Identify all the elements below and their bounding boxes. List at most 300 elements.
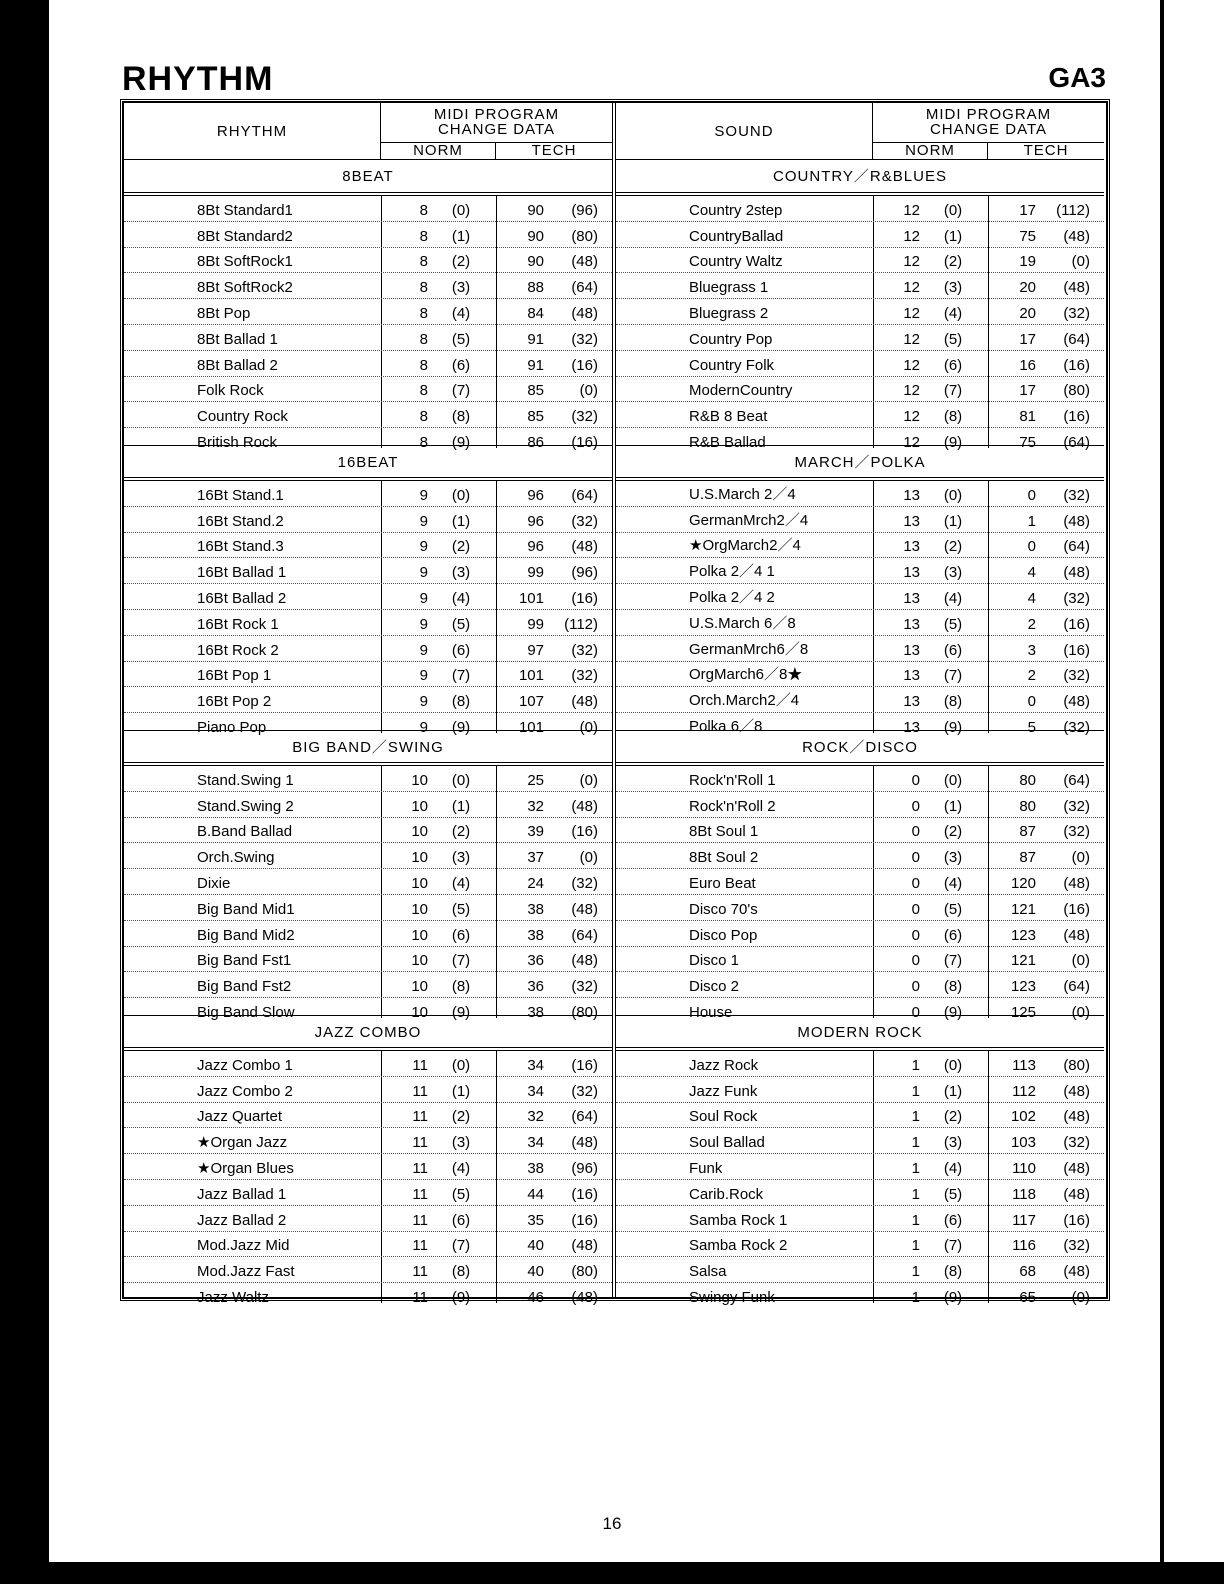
norm-bank: (6) <box>451 641 471 659</box>
tech-bank: (16) <box>1063 408 1090 426</box>
group-title: MARCH／POLKA <box>616 445 1104 478</box>
tech-bank: (64) <box>571 926 598 944</box>
norm-program: 10 <box>411 978 428 996</box>
norm-program: 9 <box>419 667 428 685</box>
table-row <box>124 662 612 688</box>
rhythm-name: 8Bt Soul 1 <box>689 823 759 841</box>
rhythm-name: Disco 2 <box>689 978 740 996</box>
table-row <box>124 325 612 351</box>
rhythm-name: 8Bt Ballad 2 <box>197 356 278 374</box>
tech-program: 96 <box>527 538 544 556</box>
norm-bank: (9) <box>451 433 471 451</box>
table-row <box>124 843 612 869</box>
tech-bank: (96) <box>571 564 598 582</box>
tech-program: 17 <box>1019 382 1036 400</box>
tech-bank: (16) <box>1063 615 1090 633</box>
norm-bank: (2) <box>451 538 471 556</box>
table-row <box>616 972 1104 998</box>
norm-bank: (0) <box>451 201 471 219</box>
table-row <box>124 792 612 818</box>
norm-bank: (6) <box>943 1211 963 1229</box>
table-row <box>616 299 1104 325</box>
table-row <box>616 222 1104 248</box>
norm-bank: (9) <box>943 718 963 736</box>
norm-program: 0 <box>911 771 920 789</box>
tech-bank: (32) <box>571 330 598 348</box>
norm-bank: (5) <box>943 615 963 633</box>
rhythm-name: U.S.March 2／4 <box>689 485 796 503</box>
norm-bank: (4) <box>943 1159 963 1177</box>
table-row <box>124 481 612 507</box>
table-row <box>124 947 612 973</box>
group-title: COUNTRY／R&BLUES <box>616 160 1104 193</box>
rhythm-name: 8Bt SoftRock1 <box>197 253 293 271</box>
table-row <box>124 1180 612 1206</box>
tech-bank: (80) <box>571 1263 598 1281</box>
norm-program: 8 <box>419 279 428 297</box>
tech-program: 117 <box>1012 1211 1036 1229</box>
tech-bank: (0) <box>579 382 598 400</box>
norm-program: 13 <box>903 564 920 582</box>
tech-program: 96 <box>527 486 544 504</box>
rhythm-name: Soul Rock <box>689 1108 758 1126</box>
tech-bank: (32) <box>1063 667 1090 685</box>
norm-program: 9 <box>419 641 428 659</box>
tech-bank: (32) <box>1063 589 1090 607</box>
tech-bank: (48) <box>1063 512 1090 530</box>
norm-bank: (7) <box>451 667 471 685</box>
table-header-left <box>124 103 612 160</box>
rhythm-name: 16Bt Stand.1 <box>197 486 284 504</box>
norm-program: 12 <box>903 330 920 348</box>
table-row <box>124 299 612 325</box>
rhythm-name: ★Organ Blues <box>197 1159 294 1177</box>
page-number: 16 <box>602 1514 622 1533</box>
rhythm-name: Stand.Swing 1 <box>197 771 294 789</box>
norm-program: 13 <box>903 512 920 530</box>
table-row <box>124 584 612 610</box>
tech-program: 40 <box>527 1263 544 1281</box>
norm-bank: (1) <box>451 797 471 815</box>
tech-bank: (32) <box>1063 304 1090 322</box>
table-row <box>616 1206 1104 1232</box>
tech-program: 20 <box>1019 304 1036 322</box>
tech-program: 32 <box>527 1108 544 1126</box>
tech-bank: (0) <box>579 771 598 789</box>
tech-program: 91 <box>527 330 544 348</box>
rhythm-name: Country Waltz <box>689 253 783 271</box>
tech-bank: (48) <box>1063 1185 1090 1203</box>
table-row <box>124 972 612 998</box>
tech-program: 110 <box>1012 1159 1036 1177</box>
rhythm-name: Jazz Combo 1 <box>197 1056 293 1074</box>
norm-program: 12 <box>903 356 920 374</box>
norm-bank: (3) <box>943 279 963 297</box>
norm-program: 0 <box>911 978 920 996</box>
tech-bank: (0) <box>1071 1003 1090 1021</box>
rhythm-name: Jazz Ballad 2 <box>197 1211 287 1229</box>
tech-bank: (48) <box>571 538 598 556</box>
page-title: RHYTHM <box>122 60 274 98</box>
rhythm-name: Rock'n'Roll 1 <box>689 771 776 789</box>
tech-program: 80 <box>1019 771 1036 789</box>
header-midi-line1: MIDI PROGRAM <box>925 106 1052 123</box>
rhythm-name: 16Bt Stand.2 <box>197 512 284 530</box>
norm-bank: (8) <box>451 693 471 711</box>
tech-bank: (48) <box>1063 227 1090 245</box>
table-row <box>616 1154 1104 1180</box>
tech-program: 1 <box>1027 512 1036 530</box>
rhythm-name: ★Organ Jazz <box>197 1134 288 1152</box>
norm-program: 8 <box>419 253 428 271</box>
tech-bank: (48) <box>571 952 598 970</box>
norm-bank: (3) <box>451 1134 471 1152</box>
tech-bank: (80) <box>1063 382 1090 400</box>
table-row <box>124 273 612 299</box>
table-row <box>616 792 1104 818</box>
tech-bank: (48) <box>571 1288 598 1306</box>
rhythm-name: 8Bt Ballad 1 <box>197 330 278 348</box>
norm-program: 10 <box>411 1003 428 1021</box>
norm-bank: (5) <box>943 330 963 348</box>
norm-program: 13 <box>903 486 920 504</box>
norm-program: 9 <box>419 538 428 556</box>
norm-program: 13 <box>903 693 920 711</box>
norm-bank: (1) <box>943 512 963 530</box>
norm-program: 10 <box>411 849 428 867</box>
tech-bank: (64) <box>1063 330 1090 348</box>
rhythm-name: 16Bt Ballad 2 <box>197 589 287 607</box>
table-row <box>124 507 612 533</box>
tech-bank: (32) <box>571 641 598 659</box>
rhythm-group <box>616 160 1104 451</box>
norm-bank: (8) <box>451 1263 471 1281</box>
norm-program: 1 <box>911 1056 920 1074</box>
tech-bank: (64) <box>1063 978 1090 996</box>
tech-program: 91 <box>527 356 544 374</box>
rhythm-name: U.S.March 6／8 <box>689 614 796 632</box>
table-row <box>616 196 1104 222</box>
norm-bank: (2) <box>943 253 963 271</box>
norm-bank: (3) <box>451 849 471 867</box>
table-row <box>616 1103 1104 1129</box>
norm-program: 8 <box>419 433 428 451</box>
norm-bank: (4) <box>943 304 963 322</box>
left-border-bar <box>0 0 49 1584</box>
group-title: ROCK／DISCO <box>616 730 1104 763</box>
rhythm-name: Country Pop <box>689 330 773 348</box>
tech-program: 40 <box>527 1237 544 1255</box>
group-rows <box>616 195 1104 451</box>
norm-bank: (2) <box>451 1108 471 1126</box>
rhythm-name: OrgMarch6／8★ <box>689 666 803 684</box>
norm-program: 1 <box>911 1263 920 1281</box>
rhythm-name: Samba Rock 1 <box>689 1211 788 1229</box>
tech-program: 120 <box>1010 874 1036 892</box>
norm-bank: (1) <box>451 512 471 530</box>
rhythm-name: Country Rock <box>197 408 288 426</box>
norm-bank: (1) <box>943 227 963 245</box>
tech-program: 99 <box>527 615 544 633</box>
tech-bank: (48) <box>1063 1159 1090 1177</box>
table-row <box>616 377 1104 403</box>
table-row <box>124 766 612 792</box>
tech-program: 86 <box>527 433 544 451</box>
table-row <box>124 610 612 636</box>
table-row <box>616 843 1104 869</box>
rhythm-name: 8Bt Standard1 <box>197 201 293 219</box>
norm-program: 0 <box>911 926 920 944</box>
rhythm-name: Big Band Slow <box>197 1003 295 1021</box>
bottom-border-bar <box>49 1562 1224 1584</box>
table-row <box>616 895 1104 921</box>
norm-bank: (5) <box>451 900 471 918</box>
norm-program: 9 <box>419 512 428 530</box>
table-row <box>616 766 1104 792</box>
norm-program: 1 <box>911 1108 920 1126</box>
group-title: JAZZ COMBO <box>124 1015 612 1048</box>
tech-bank: (16) <box>571 823 598 841</box>
table-row <box>124 687 612 713</box>
rhythm-name: 16Bt Rock 1 <box>197 615 279 633</box>
rhythm-column <box>124 103 612 1306</box>
table-row <box>616 947 1104 973</box>
norm-program: 8 <box>419 356 428 374</box>
tech-program: 2 <box>1027 615 1036 633</box>
tech-program: 65 <box>1019 1288 1036 1306</box>
norm-bank: (9) <box>451 1003 471 1021</box>
rhythm-name: 16Bt Ballad 1 <box>197 564 287 582</box>
tech-program: 101 <box>518 718 544 736</box>
tech-program: 16 <box>1019 356 1036 374</box>
rhythm-group <box>124 445 612 736</box>
group-title: MODERN ROCK <box>616 1015 1104 1048</box>
rhythm-name: Carib.Rock <box>689 1185 764 1203</box>
rhythm-name: Jazz Funk <box>689 1082 758 1100</box>
table-row <box>124 1128 612 1154</box>
tech-bank: (48) <box>1063 926 1090 944</box>
norm-bank: (6) <box>451 356 471 374</box>
tech-bank: (32) <box>1063 823 1090 841</box>
group-title: BIG BAND／SWING <box>124 730 612 763</box>
norm-program: 12 <box>903 227 920 245</box>
tech-program: 20 <box>1019 279 1036 297</box>
tech-program: 38 <box>527 1003 544 1021</box>
norm-program: 11 <box>412 1159 428 1177</box>
norm-program: 8 <box>419 304 428 322</box>
tech-program: 36 <box>527 978 544 996</box>
table-row <box>616 610 1104 636</box>
table-row <box>124 921 612 947</box>
rhythm-name: Stand.Swing 2 <box>197 797 294 815</box>
sound-column <box>616 103 1104 1306</box>
table-row <box>616 636 1104 662</box>
norm-bank: (5) <box>451 1185 471 1203</box>
table-row <box>616 558 1104 584</box>
tech-bank: (16) <box>571 1056 598 1074</box>
rhythm-name: British Rock <box>197 433 278 451</box>
group-rows <box>616 1050 1104 1306</box>
group-rows <box>124 765 612 1021</box>
norm-bank: (5) <box>451 330 471 348</box>
norm-bank: (1) <box>451 1082 471 1100</box>
norm-program: 1 <box>911 1211 920 1229</box>
tech-bank: (32) <box>571 667 598 685</box>
tech-program: 90 <box>527 253 544 271</box>
rhythm-name: Orch.Swing <box>197 849 275 867</box>
rhythm-group <box>124 160 612 451</box>
norm-program: 10 <box>411 771 428 789</box>
norm-bank: (6) <box>943 356 963 374</box>
norm-bank: (2) <box>451 823 471 841</box>
norm-program: 0 <box>911 900 920 918</box>
rhythm-name: R&B 8 Beat <box>689 408 768 426</box>
rhythm-name: Jazz Rock <box>689 1056 759 1074</box>
norm-bank: (1) <box>943 1082 963 1100</box>
header-midi-program <box>381 107 612 137</box>
norm-bank: (7) <box>451 952 471 970</box>
tech-program: 85 <box>527 408 544 426</box>
rhythm-name: Jazz Ballad 1 <box>197 1185 287 1203</box>
norm-bank: (5) <box>943 900 963 918</box>
tech-bank: (48) <box>571 797 598 815</box>
table-row <box>124 533 612 559</box>
tech-bank: (48) <box>1063 693 1090 711</box>
tech-program: 32 <box>527 797 544 815</box>
rhythm-name: Jazz Combo 2 <box>197 1082 293 1100</box>
table-row <box>124 869 612 895</box>
model-code: GA3 <box>1048 62 1106 93</box>
tech-program: 46 <box>527 1288 544 1306</box>
norm-bank: (9) <box>943 1288 963 1306</box>
tech-program: 121 <box>1010 900 1036 918</box>
tech-bank: (80) <box>571 1003 598 1021</box>
header-midi-line1: MIDI PROGRAM <box>433 106 560 123</box>
rhythm-name: Disco 70's <box>689 900 758 918</box>
table-row <box>616 402 1104 428</box>
norm-program: 12 <box>903 279 920 297</box>
table-row <box>124 1283 612 1308</box>
group-rows <box>616 480 1104 736</box>
norm-bank: (9) <box>943 433 963 451</box>
tech-program: 4 <box>1027 564 1036 582</box>
tech-program: 90 <box>527 227 544 245</box>
norm-bank: (0) <box>943 1056 963 1074</box>
tech-bank: (48) <box>1063 1082 1090 1100</box>
tech-program: 121 <box>1010 952 1036 970</box>
header-midi-line2: CHANGE DATA <box>437 121 556 138</box>
norm-program: 10 <box>411 900 428 918</box>
tech-program: 34 <box>527 1056 544 1074</box>
table-row <box>124 377 612 403</box>
norm-program: 10 <box>411 926 428 944</box>
norm-program: 11 <box>412 1056 428 1074</box>
norm-bank: (9) <box>943 1003 963 1021</box>
norm-program: 10 <box>411 874 428 892</box>
rhythm-name: Country Folk <box>689 356 775 374</box>
rhythm-name: Disco 1 <box>689 952 740 970</box>
table-row <box>616 248 1104 274</box>
table-row <box>124 636 612 662</box>
tech-bank: (16) <box>1063 1211 1090 1229</box>
rhythm-name: CountryBallad <box>689 227 784 245</box>
norm-bank: (5) <box>451 615 471 633</box>
tech-bank: (48) <box>1063 1263 1090 1281</box>
tech-bank: (64) <box>571 279 598 297</box>
table-row <box>124 1154 612 1180</box>
norm-program: 1 <box>911 1288 920 1306</box>
norm-program: 0 <box>911 952 920 970</box>
rhythm-name: Soul Ballad <box>689 1134 765 1152</box>
norm-program: 8 <box>419 408 428 426</box>
norm-bank: (7) <box>451 382 471 400</box>
norm-program: 1 <box>911 1082 920 1100</box>
tech-program: 84 <box>527 304 544 322</box>
rhythm-name: GermanMrch2／4 <box>689 511 809 529</box>
tech-program: 38 <box>527 1159 544 1177</box>
norm-bank: (3) <box>943 849 963 867</box>
tech-bank: (48) <box>571 693 598 711</box>
tech-program: 97 <box>527 641 544 659</box>
tech-program: 125 <box>1010 1003 1036 1021</box>
tech-program: 87 <box>1019 849 1036 867</box>
tech-bank: (48) <box>571 304 598 322</box>
norm-bank: (2) <box>451 253 471 271</box>
tech-bank: (96) <box>571 1159 598 1177</box>
rhythm-name: Polka 2／4 1 <box>689 563 775 581</box>
group-rows <box>124 195 612 451</box>
norm-program: 11 <box>412 1288 428 1306</box>
norm-bank: (2) <box>943 538 963 556</box>
table-row <box>616 584 1104 610</box>
norm-bank: (6) <box>451 1211 471 1229</box>
tech-bank: (64) <box>1063 538 1090 556</box>
norm-program: 1 <box>911 1237 920 1255</box>
tech-program: 112 <box>1012 1082 1036 1100</box>
tech-bank: (32) <box>1063 797 1090 815</box>
norm-bank: (4) <box>451 589 471 607</box>
norm-program: 0 <box>911 823 920 841</box>
table-row <box>616 533 1104 559</box>
table-row <box>124 818 612 844</box>
norm-program: 12 <box>903 201 920 219</box>
tech-program: 35 <box>527 1211 544 1229</box>
norm-program: 12 <box>903 304 920 322</box>
tech-bank: (112) <box>1056 201 1090 219</box>
norm-bank: (3) <box>943 1134 963 1152</box>
norm-bank: (8) <box>943 978 963 996</box>
tech-bank: (16) <box>571 1185 598 1203</box>
tech-program: 85 <box>527 382 544 400</box>
tech-bank: (32) <box>571 874 598 892</box>
tech-bank: (48) <box>1063 874 1090 892</box>
tech-bank: (48) <box>571 253 598 271</box>
table-row <box>124 222 612 248</box>
norm-program: 12 <box>903 433 920 451</box>
tech-bank: (16) <box>571 589 598 607</box>
tech-bank: (80) <box>571 227 598 245</box>
tech-program: 37 <box>527 849 544 867</box>
norm-program: 11 <box>412 1185 428 1203</box>
tech-program: 75 <box>1019 227 1036 245</box>
tech-bank: (32) <box>571 408 598 426</box>
norm-program: 12 <box>903 382 920 400</box>
group-title: 16BEAT <box>124 445 612 478</box>
tech-bank: (96) <box>571 201 598 219</box>
tech-bank: (48) <box>571 1134 598 1152</box>
tech-bank: (48) <box>571 1237 598 1255</box>
norm-program: 8 <box>419 201 428 219</box>
